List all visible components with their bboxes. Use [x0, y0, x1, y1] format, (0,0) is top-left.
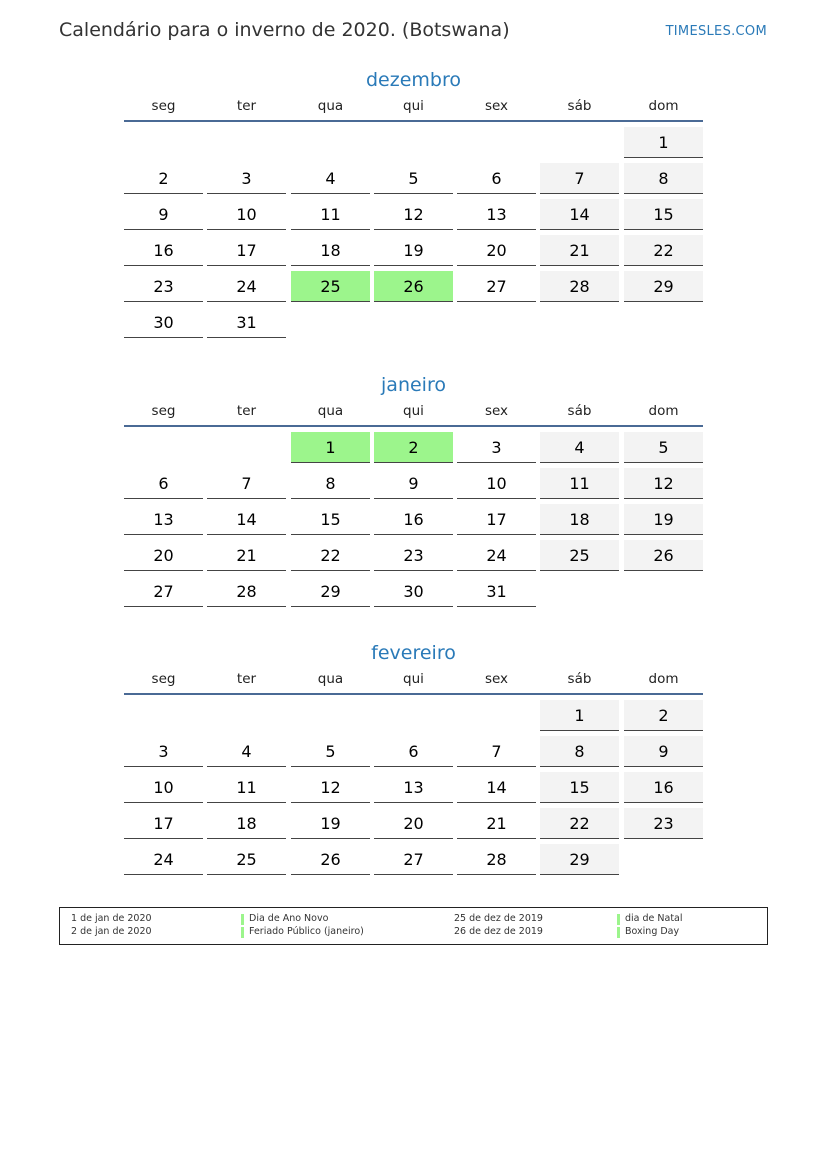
day-cell: 12 [291, 772, 370, 803]
day-cell: 13 [374, 772, 453, 803]
day-cell: 8 [540, 736, 619, 767]
day-cell: 13 [124, 504, 203, 535]
day-cell: 19 [291, 808, 370, 839]
day-cell: 26 [624, 540, 703, 571]
day-cell: 3 [124, 736, 203, 767]
weekday-label: dom [648, 403, 679, 419]
legend-holiday-name: Dia de Ano Novo [249, 913, 329, 924]
holiday-day-cell: 2 [374, 432, 453, 463]
holiday-marker [617, 927, 620, 938]
day-cell: 14 [457, 772, 536, 803]
day-cell: 24 [207, 271, 286, 302]
day-cell: 18 [540, 504, 619, 535]
day-cell: 21 [540, 235, 619, 266]
day-cell: 20 [374, 808, 453, 839]
weekday-label: sex [484, 671, 509, 687]
weekday-label: qui [403, 403, 424, 419]
legend-date: 26 de dez de 2019 [454, 926, 543, 937]
day-cell: 25 [540, 540, 619, 571]
day-cell: 17 [457, 504, 536, 535]
holiday-marker [241, 914, 244, 925]
day-cell: 25 [207, 844, 286, 875]
day-cell: 19 [624, 504, 703, 535]
day-cell: 28 [207, 576, 286, 607]
day-cell: 23 [624, 808, 703, 839]
day-cell: 3 [207, 163, 286, 194]
month-divider [124, 693, 703, 695]
day-cell: 29 [291, 576, 370, 607]
day-cell: 7 [457, 736, 536, 767]
day-cell: 9 [374, 468, 453, 499]
holiday-marker [617, 914, 620, 925]
month-divider [124, 425, 703, 427]
weekday-header [124, 671, 703, 693]
weekday-label: seg [151, 403, 176, 419]
day-cell: 7 [540, 163, 619, 194]
day-cell: 20 [457, 235, 536, 266]
holiday-marker [241, 927, 244, 938]
day-cell: 11 [540, 468, 619, 499]
holiday-day-cell: 1 [291, 432, 370, 463]
weekday-label: qua [317, 403, 344, 419]
month-title: dezembro [366, 69, 461, 91]
day-cell: 12 [374, 199, 453, 230]
day-cell: 27 [124, 576, 203, 607]
day-cell: 20 [124, 540, 203, 571]
day-cell: 19 [374, 235, 453, 266]
day-cell: 3 [457, 432, 536, 463]
day-cell: 16 [624, 772, 703, 803]
day-cell: 12 [624, 468, 703, 499]
weekday-header [124, 403, 703, 425]
weekday-label: ter [236, 98, 257, 114]
month-title: janeiro [381, 374, 446, 396]
day-cell: 1 [624, 127, 703, 158]
day-cell: 8 [624, 163, 703, 194]
day-cell: 2 [624, 700, 703, 731]
legend-date: 2 de jan de 2020 [71, 926, 152, 937]
day-cell: 27 [374, 844, 453, 875]
holiday-day-cell: 26 [374, 271, 453, 302]
month-fevereiro [124, 641, 703, 869]
day-cell: 10 [207, 199, 286, 230]
day-cell: 17 [207, 235, 286, 266]
month-title: fevereiro [371, 642, 456, 664]
day-cell: 2 [124, 163, 203, 194]
day-cell: 6 [457, 163, 536, 194]
day-cell: 24 [457, 540, 536, 571]
day-cell: 4 [207, 736, 286, 767]
month-divider [124, 120, 703, 122]
day-cell: 14 [207, 504, 286, 535]
day-cell: 30 [374, 576, 453, 607]
weekday-label: qui [403, 98, 424, 114]
day-cell: 16 [124, 235, 203, 266]
day-cell: 11 [207, 772, 286, 803]
day-cell: 29 [624, 271, 703, 302]
legend-holiday-name: Boxing Day [625, 926, 680, 937]
day-cell: 10 [457, 468, 536, 499]
day-cell: 14 [540, 199, 619, 230]
weekday-label: ter [236, 403, 257, 419]
weekday-label: seg [151, 671, 176, 687]
day-cell: 6 [374, 736, 453, 767]
day-cell: 22 [291, 540, 370, 571]
legend-holiday-name: Feriado Público (janeiro) [249, 926, 364, 937]
weekday-label: qui [403, 671, 424, 687]
weekday-label: sáb [567, 98, 592, 114]
holiday-legend [59, 907, 768, 945]
day-cell: 15 [624, 199, 703, 230]
month-janeiro [124, 373, 703, 601]
day-cell: 22 [540, 808, 619, 839]
day-cell: 29 [540, 844, 619, 875]
day-cell: 9 [624, 736, 703, 767]
day-cell: 8 [291, 468, 370, 499]
day-cell: 31 [207, 307, 286, 338]
day-cell: 23 [124, 271, 203, 302]
day-cell: 24 [124, 844, 203, 875]
day-cell: 31 [457, 576, 536, 607]
month-dezembro [124, 68, 703, 332]
page-title: Calendário para o inverno de 2020. (Botswana) [59, 19, 510, 41]
weekday-header [124, 98, 703, 120]
day-cell: 7 [207, 468, 286, 499]
day-cell: 18 [291, 235, 370, 266]
day-cell: 1 [540, 700, 619, 731]
day-cell: 21 [457, 808, 536, 839]
day-cell: 21 [207, 540, 286, 571]
legend-date: 1 de jan de 2020 [71, 913, 152, 924]
weekday-label: qua [317, 671, 344, 687]
day-cell: 10 [124, 772, 203, 803]
day-cell: 27 [457, 271, 536, 302]
day-cell: 13 [457, 199, 536, 230]
day-cell: 17 [124, 808, 203, 839]
day-cell: 22 [624, 235, 703, 266]
weekday-label: qua [317, 98, 344, 114]
day-cell: 15 [291, 504, 370, 535]
day-cell: 4 [291, 163, 370, 194]
day-cell: 9 [124, 199, 203, 230]
weekday-label: dom [648, 98, 679, 114]
legend-date: 25 de dez de 2019 [454, 913, 543, 924]
weekday-label: seg [151, 98, 176, 114]
day-cell: 6 [124, 468, 203, 499]
day-cell: 28 [457, 844, 536, 875]
day-cell: 30 [124, 307, 203, 338]
legend-holiday-name: dia de Natal [625, 913, 683, 924]
day-cell: 23 [374, 540, 453, 571]
day-cell: 18 [207, 808, 286, 839]
day-cell: 5 [624, 432, 703, 463]
weekday-label: ter [236, 671, 257, 687]
weekday-label: sáb [567, 403, 592, 419]
day-cell: 11 [291, 199, 370, 230]
brand-link[interactable]: TIMESLES.COM [665, 24, 767, 39]
day-cell: 15 [540, 772, 619, 803]
day-cell: 4 [540, 432, 619, 463]
holiday-day-cell: 25 [291, 271, 370, 302]
day-cell: 5 [374, 163, 453, 194]
day-cell: 16 [374, 504, 453, 535]
weekday-label: sáb [567, 671, 592, 687]
weekday-label: sex [484, 98, 509, 114]
weekday-label: sex [484, 403, 509, 419]
day-cell: 28 [540, 271, 619, 302]
weekday-label: dom [648, 671, 679, 687]
day-cell: 26 [291, 844, 370, 875]
day-cell: 5 [291, 736, 370, 767]
